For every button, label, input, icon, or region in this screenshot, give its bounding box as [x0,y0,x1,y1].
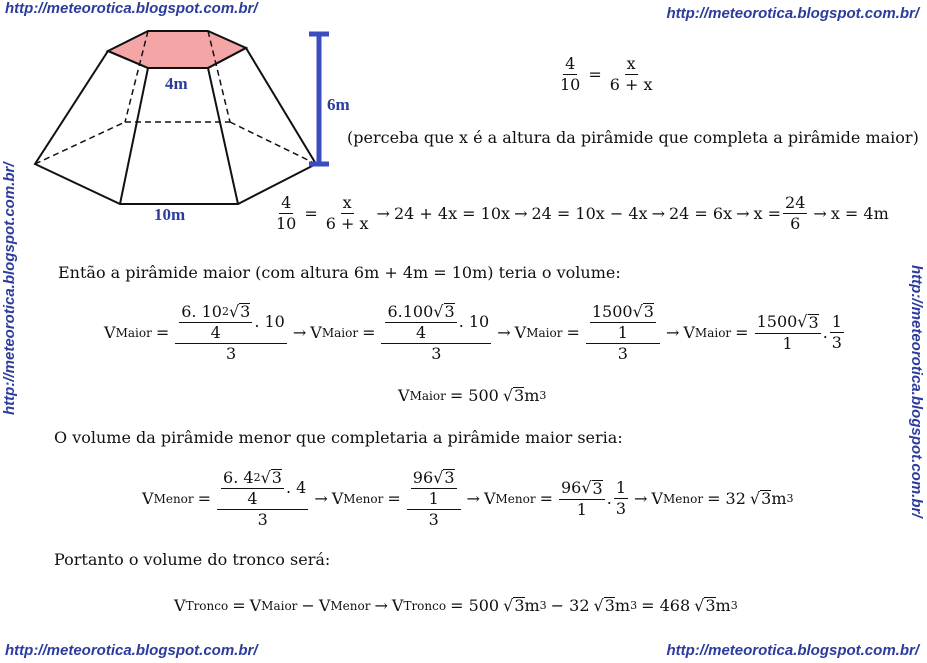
top-face [108,31,246,68]
lateral-edge [208,68,238,204]
equation-proportion: $\frac{4}{10}$ = $\frac{x}{6 + x}$ [560,54,653,94]
text-pyramid-major: Então a pirâmide maior (com altura 6m + 4m = 10m) teria o volume: [58,263,621,282]
equation-vtronco: V Tronco = V Maior − V Menor → V Tronco = 500 √ 3 m 3 − 32 √ 3 m 3 = 468 √ 3 m 3 [174,595,738,615]
text-pyramid-minor: O volume da pirâmide menor que completaria a pirâmide maior seria: [54,428,623,447]
note-text: (perceba que x é a altura da pirâmide que completa a pirâmide maior) [347,128,919,147]
watermark-bottom-left: http://meteorotica.blogspot.com.br/ [5,642,258,659]
watermark-top-left: http://meteorotica.blogspot.com.br/ [5,0,258,17]
text-frustum: Portanto o volume do tronco será: [54,550,331,569]
watermark-left-vertical: http://meteorotica.blogspot.com.br/ [1,162,18,415]
bottom-edge-label: 10m [154,205,186,224]
lateral-edge [120,68,148,204]
height-label: 6m [327,95,350,114]
equation-vmaior: V Maior = 6. 10 2 √ 3 4 . 10 3 → V Maior = 6.100 √ 3 4 . 10 3 → V Maior = 1500 √ 3 1 3 → V Maior = 1500 √ 3 1 . $\frac{1}{3}$ [104,301,842,363]
equation-vmenor: V Menor = 6. 4 2 √ 3 4 . 4 3 → V Menor = 96 √ 3 1 3 → V Menor = 96 √ 3 1 . $\frac{1}{3}$ → V Menor = 32 √ 3 m 3 [142,467,794,529]
frustum-outline [35,48,316,204]
equation-solve-x: $\frac{4}{10}$ = $\frac{x}{6 + x}$ → 24 + 4x = 10x → 24 = 10x − 4x → 24 = 6x → x = $\frac{24}{6}$ → x = 4m [276,193,889,233]
top-edge-label: 4m [165,74,188,93]
watermark-top-right: http://meteorotica.blogspot.com.br/ [666,5,919,22]
watermark-bottom-right: http://meteorotica.blogspot.com.br/ [666,642,919,659]
watermark-right-vertical: http://meteorotica.blogspot.com.br/ [908,265,925,518]
equation-vmaior-result: V Maior = 500 √ 3 m 3 [398,385,547,405]
